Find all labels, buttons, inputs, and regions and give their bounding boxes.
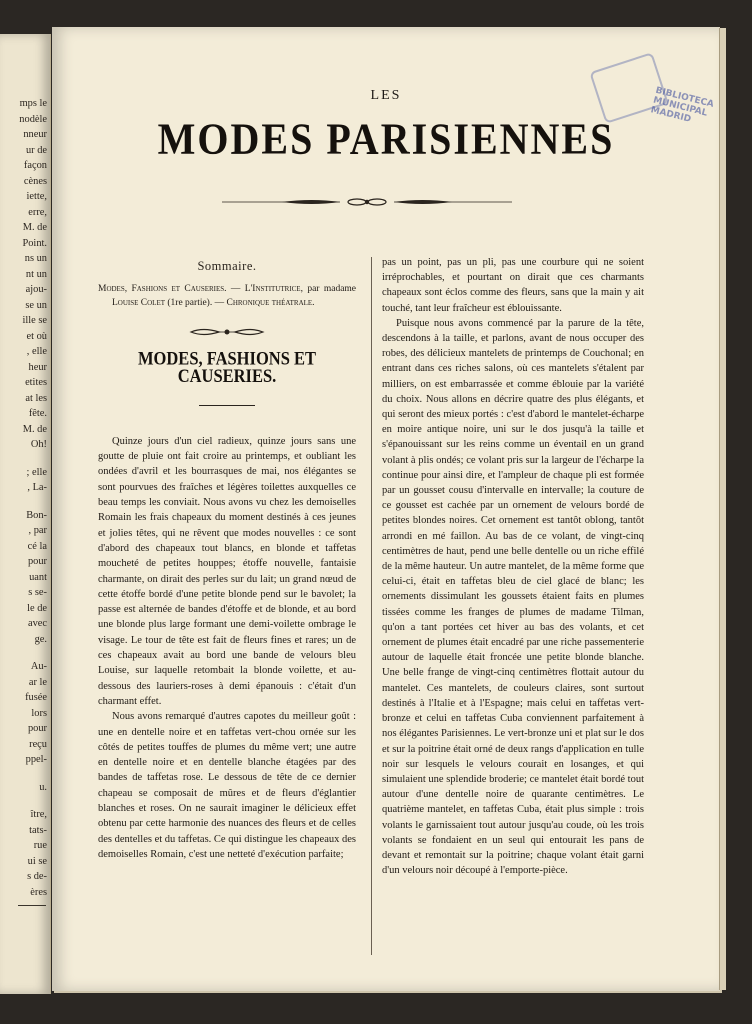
previous-page-line: nneur: [23, 129, 47, 140]
masthead-ornament-icon: [222, 195, 512, 209]
sommaire-author: Louise Colet: [112, 297, 166, 308]
column-divider: [371, 257, 372, 955]
previous-page-line: pour: [27, 723, 47, 734]
previous-page-line: le de: [27, 602, 47, 614]
masthead-article: LES: [370, 88, 402, 103]
previous-page-line: ur de: [25, 144, 47, 156]
previous-page-line: Oh!: [30, 439, 47, 450]
library-stamp-text: BIBLIOTECA MUNICIPAL MADRID: [649, 85, 715, 125]
previous-page-line: ui se: [27, 855, 47, 867]
previous-page-line: [0, 453, 47, 465]
previous-page-line: , par: [28, 525, 47, 536]
previous-page-line: pour: [27, 556, 47, 567]
previous-page-line: ajou-: [25, 284, 47, 295]
previous-page-line: fusée: [25, 692, 47, 703]
journal-page: [52, 27, 720, 991]
left-column: [98, 259, 356, 862]
previous-page-line: lors: [31, 707, 47, 719]
sommaire-item-institutrice: L'Institutrice,: [244, 284, 303, 295]
sommaire-contents: [98, 283, 356, 310]
previous-page-line: s de-: [27, 871, 47, 882]
article-paragraph: Quinze jours d'un ciel radieux, quinze jours sans une goutte de pluie ont fait croire au printemps, et oubliant les ondées d'avril et les bourrasques de mai, nos élégantes se sont pourvues des fraîches et légères toilettes auxquelles ce beau temps les conviait. Nous avons vu chez les demoiselles Romain les frais chapeaux du moment destinés à ces jeunes et jolies têtes, qui ne rêvent que modes nouvelles : ce sont d'abord des chapeaux tout blancs, en blonde et taffetas moucheté de petites houppes; étoffe nouvelle, fantaisie charmante, on dirait des perles sur du lait; un grand nœud de cette étoffe bordé d'une petite blonde pend sur le bavolet; la passe est alternée de bandes d'étoffe et de blonde, et au bord une blonde plus large formant une demi-voilette ombrage le visage. Le tour de tête est fait de fleurs fines et rares; un de ces chapeaux avait au bord une bande de velours bleu Louise, sur laquelle retombait la blonde voilette, et au-dessous des lauriers-roses à demi épanouis : c'était d'un charmant effet.: [98, 435, 356, 707]
previous-page-line: heur: [28, 361, 47, 373]
section-title: MODES, FASHIONS ET CAUSERIES.: [137, 347, 317, 388]
previous-page-text-column: [0, 96, 47, 900]
article-paragraph: Nous avons remarqué d'autres capotes du meilleur goût : une en dentelle noire et en taffetas vert-chou ornée sur les côtés de petites touffes de plumes du même vert; une autre en dentelle noire et en dentelle blanche étagées par des bandes de taffetas rose. Le dessous de tête de ce dernier chapeau se composait de mûres et de fleurs d'églantier blanches et roses. On ne saurait imaginer le délicieux effet obtenu par cette harmonie des nuances des fleurs et de celles des dentelles et du taffetas. Ce qui distingue les chapeaux des demoiselles Romain, c'est une netteté d'exécution parfaite;: [98, 711, 356, 860]
previous-page-line: ; elle: [26, 466, 47, 478]
previous-page-line: ns un: [24, 253, 47, 264]
previous-page-line: ître,: [30, 809, 47, 820]
previous-page-line: erre,: [28, 206, 47, 218]
previous-page-line: nt un: [25, 268, 47, 280]
previous-page-edge: [0, 34, 51, 994]
previous-page-line: ar le: [28, 676, 47, 688]
page-edge-strip: [719, 28, 726, 990]
previous-page-line: [0, 647, 47, 659]
previous-page-line: rue: [33, 840, 47, 851]
previous-page-line: uant: [29, 571, 47, 583]
section-ornament-icon: [189, 326, 265, 338]
article-paragraph: Puisque nous avons commencé par la parure de la tête, descendons à la taille, et parlons, avant de nous occuper des robes, des délicieux mantelets de printemps de Couchonal; en entrant dans ces riches salons, où ces mantelets s'étalent par milliers, on est embarrassée et comme éblouie par la variété du choix. Nous allons en décrire quatre des plus élégants, et qui seront des mieux portés : c'est d'abord le mantelet-écharpe en moire antique noire, uni sur le dos jusqu'à la taille et s'épanouissant sur les reins comme un éventail en un grand volant à plis ondés; ce volant pris sur la largeur de l'écharpe la continue pour ainsi dire, et l'ampleur de chaque pli est formée par un gousset cousu d'intervalle en intervalle; la couture de ce gousset est cachée par un ornement de velours bordé de petites blondes noires. Cet ornement est tantôt oblong, tantôt arrondi en mé faillon. Au bas de ce volant, de vingt-cinq centimètres de haut, pend une belle dentelle ou un riche effilé de la même hauteur. Un autre mantelet, de la même forme que celui-ci, était en taffetas bleu de ciel glacé de blanc; les ornements dissimulant les goussets étaient faits en plumes tissées comme les franges de plumes de madame Tilman, qu'on a tant portées cet hiver au bas des volants, et cet ornement de plumes était encadré par une riche passementerie autour de laquelle était froncée une petite blonde blanche. Une belle frange de vingt-cinq centimètres flottait autour du mantelet. Ces mantelets, de couleurs claires, sont surtout destinés à l'Italie et à l'Espagne; mais celui en taffetas vert-bronze et celui en taffetas Cuba conviennent parfaitement à nos élégantes Parisiennes. Le vert-bronze uni et plat sur le dos et sur la poitrine était orné de deux rangs d'application en tulle noir sur lesquels le velours courait en losanges, et qui simulaient une splendide broderie; ce mantelet était bordé tout autour d'une dentelle noire de quarante centimètres. Le quatrième mantelet, en taffetas Cuba, était plus simple : trois volants le garnissaient tout autour jusqu'au coude, où les trois volants se fondaient en un seul qui entourait les pans de devant et remontait sur la poitrine; chaque volant était garni d'un velours noir découpé à l'emporte-pièce.: [382, 317, 644, 877]
previous-page-line: se un: [25, 299, 47, 311]
previous-page-line: ille se: [22, 315, 47, 326]
previous-page-line: , La-: [27, 482, 47, 493]
previous-page-line: tats-: [29, 824, 47, 836]
previous-page-line: M. de: [22, 423, 47, 435]
previous-page-line: avec: [27, 618, 47, 629]
right-column: [382, 255, 644, 878]
previous-page-line: reçu: [29, 738, 47, 750]
sommaire-heading: Sommaire.: [197, 259, 257, 273]
previous-page-line: cé la: [27, 540, 47, 552]
previous-page-line: , elle: [26, 346, 47, 357]
previous-page-line: M. de: [22, 222, 47, 233]
previous-page-line: ge.: [34, 633, 47, 645]
previous-page-line: mps le: [19, 98, 47, 109]
sommaire-item-modes: Modes, Fashions et Causeries.: [98, 284, 227, 295]
previous-page-line: [0, 496, 47, 508]
section-rule: [199, 405, 255, 406]
article-paragraph: pas un point, pas un pli, pas une courbure qui ne soient irréprochables, et pourtant on dirait que ces charmants chapeaux sont éclos comme des fleurs, sans que la main y ait touché, tant leur fraîcheur est éblouissante.: [382, 257, 644, 314]
sommaire-by: par madame: [302, 284, 357, 295]
previous-page-line: ppel-: [25, 754, 47, 765]
previous-page-line: ères: [30, 886, 47, 898]
masthead-title: MODES PARISIENNES: [157, 113, 615, 164]
previous-page-line: [0, 795, 47, 807]
previous-page-line: Point.: [22, 237, 47, 249]
previous-page-line: cènes: [23, 175, 47, 187]
previous-page-line: nodèle: [19, 113, 47, 125]
previous-page-line: u.: [39, 781, 47, 793]
previous-page-line: Au-: [30, 661, 47, 672]
previous-page-line: iette,: [26, 191, 47, 202]
previous-page-line: Bon-: [26, 509, 47, 521]
previous-page-line: [0, 768, 47, 780]
previous-page-rule: [18, 905, 46, 906]
sommaire-separator: —: [226, 284, 245, 295]
previous-page-line: at les: [25, 392, 47, 404]
previous-page-line: façon: [23, 160, 47, 171]
sommaire-part: (1re partie). —: [165, 297, 227, 308]
previous-page-line: s se-: [28, 587, 47, 598]
previous-page-line: et où: [26, 330, 47, 342]
previous-page-line: etites: [25, 377, 47, 388]
sommaire-item-chronique: Chronique théatrale.: [226, 297, 315, 308]
previous-page-line: fête.: [28, 408, 47, 419]
